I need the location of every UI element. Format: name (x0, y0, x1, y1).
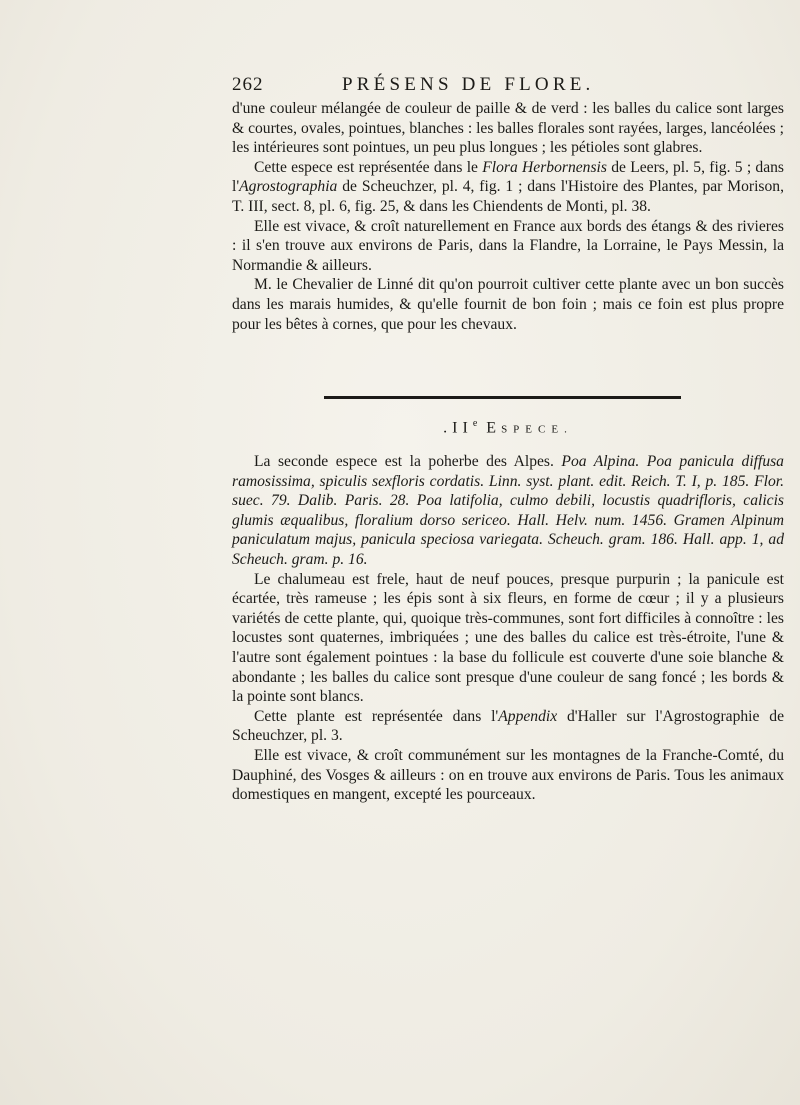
page-number: 262 (232, 74, 264, 95)
text-block-second-species (232, 452, 784, 805)
page-header (232, 74, 665, 98)
paragraph-description: d'une couleur mélangée de couleur de paille & de verd : les balles du calice sont larges & courtes, ovales, pointues, blanches : les balles florales sont rayées, larges, lancéolées ; les intérieures sont pointues, un peu plus longues ; les pétioles sont glabres. (232, 100, 784, 157)
paragraph-morphology: Le chalumeau est frele, haut de neuf pouces, presque purpurin ; la panicule est écartée, très rameuse ; les épis sont à six fleurs, en forme de cœur ; il y a plusieurs variétés de cette plante, qui, quoique très-communes, sont fort difficiles à connoître : les locustes sont quaternes, imbriquées ; une des balles du calice est très-étroite, l'une & l'autre sont également pointues : la base du follicule est couverte d'une soie blanche & abondante ; les balles du calice sont presque d'une couleur de sang foncé ; les bords & la pointe sont blancs. (232, 570, 784, 706)
paragraph-illustration-reference: Cette plante est représentée dans l'Appendix d'Haller sur l'Agrostographie de Scheuchzer, pl. 3. (232, 707, 784, 745)
paragraph-cultivation: M. le Chevalier de Linné dit qu'on pourroit cultiver cette plante avec un bon succès dans les marais humides, & qu'elle fournit de bon foin ; mais ce foin est plus propre pour les bêtes à cornes, que pour les chevaux. (232, 276, 784, 333)
paragraph-habitat: Elle est vivace, & croît naturellement en France aux bords des étangs & des rivieres : il s'en trouve aux environs de Paris, dans la Flandre, la Lorraine, le Pays Messin, la Normandie & ailleurs. (232, 217, 784, 274)
paragraph-references: Cette espece est représentée dans le Flora Herbornensis de Leers, pl. 5, fig. 5 ; dans l'Agrostographia de Scheuchzer, pl. 4, fig. 1 ; dans l'Histoire des Plantes, par Morison, T. III, sect. 8, pl. 6, fig. 25, & dans les Chiendents de Monti, pl. 38. (232, 158, 785, 215)
running-title: PRÉSENS DE FLORE. (342, 74, 595, 95)
paragraph-distribution: Elle est vivace, & croît communément sur les montagnes de la Franche-Comté, du Dauphiné, des Vosges & ailleurs : on en trouve aux environs de Paris. Tous les animaux domestiques en mangent, excepté les pourceaux. (232, 746, 784, 804)
section-divider-rule (324, 396, 681, 399)
paragraph-nomenclature: La seconde espece est la poherbe des Alpes. Poa Alpina. Poa panicula diffusa ramosissima, spiculis sexfloris cordatis. Linn. syst. plant. edit. Reich. T. I, p. 185. Flor. suec. 79. Dalib. Paris. 28. Poa latifolia, culmo debili, locustis quadrifloris, calicis glumis æqualibus, floralium dorso sericeo. Hall. Helv. num. 1456. Gramen Alpinum paniculatum majus, panicula speciosa variegata. Scheuch. gram. 186. Hall. app. 1, ad Scheuch. gram. p. 16. (232, 453, 784, 568)
text-block-first-species (232, 99, 784, 334)
section-heading: .IIe ESPECE. (443, 418, 573, 437)
